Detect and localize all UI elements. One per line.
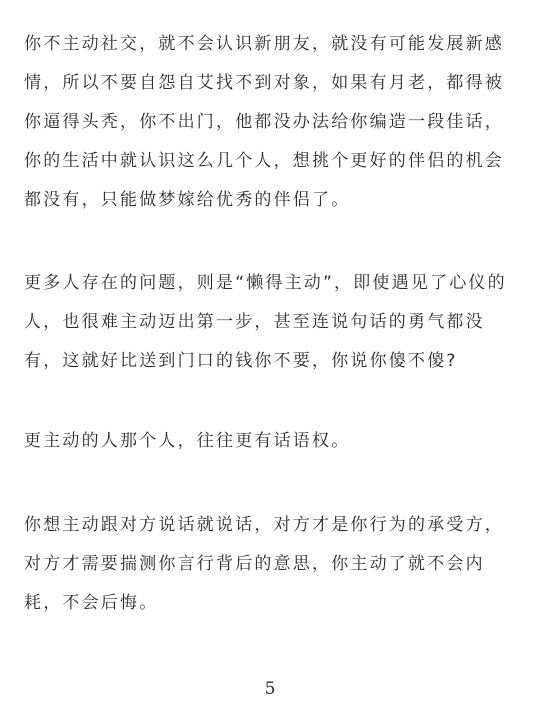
text-line: 有，这就好比送到门口的钱你不要，你说你傻不傻?	[24, 351, 458, 371]
text-line: 都没有，只能做梦嫁给优秀的伴侣了。	[24, 190, 351, 210]
text-line: 更主动的人那个人，往往更有话语权。	[24, 431, 351, 451]
text-line: 耗，不会后悔。	[24, 593, 159, 613]
text-line: 对方才需要揣测你言行背后的意思，你主动了就不会内	[24, 554, 485, 574]
text-line: 你的生活中就认识这么几个人，想挑个更好的伴侣的机会	[24, 151, 504, 171]
text-line: 人，也很难主动迈出第一步，甚至连说句话的勇气都没	[24, 312, 485, 332]
page-number: 5	[264, 679, 276, 699]
text-line: 你不主动社交，就不会认识新朋友，就没有可能发展新感	[24, 34, 504, 54]
text-line: 更多人存在的问题，则是“懒得主动”，即使遇见了心仪的	[24, 273, 507, 293]
text-line: 你想主动跟对方说话就说话，对方才是你行为的承受方，	[24, 515, 504, 535]
paragraph-social-initiative	[24, 25, 520, 220]
text-line: 你逼得头秃，你不出门，他都没办法给你编造一段佳话，	[24, 112, 504, 132]
paragraph-lazy-initiative	[24, 264, 520, 381]
paragraph-discourse-power	[24, 422, 520, 461]
text-line: 情，所以不要自怨自艾找不到对象，如果有月老，都得被	[24, 73, 504, 93]
paragraph-no-regret	[24, 506, 520, 623]
